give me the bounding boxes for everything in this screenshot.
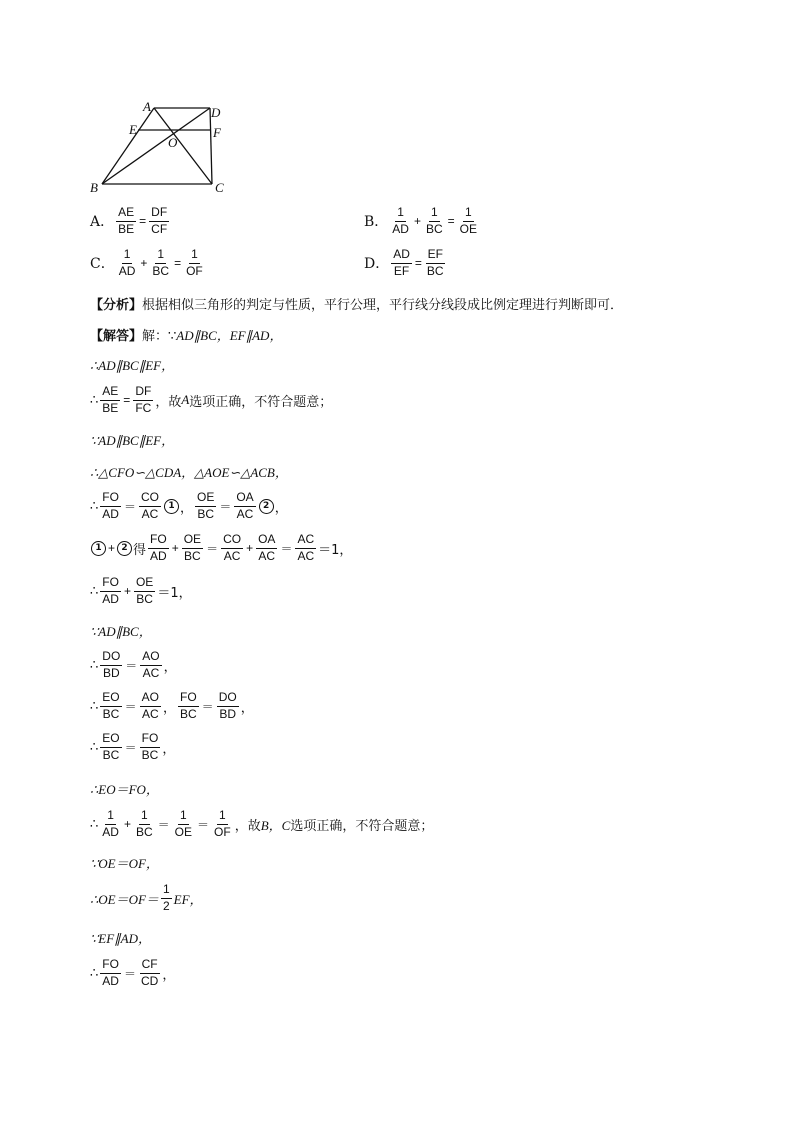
- solution-line-3: ∴ $\frac{AE}{BE}$ = $\frac{DF}{FC}$ ，故 A 选项正确，不符合题意；: [90, 383, 333, 415]
- solution-line-16: ∴OE＝OF＝ $\frac{1}{2}$ EF，: [90, 881, 203, 913]
- solution-line-18: ∴ $\frac{FO}{AD}$ ＝ $\frac{CF}{CD}$ ，: [90, 956, 176, 988]
- fraction: $\frac{FO}{AD}$: [102, 574, 119, 606]
- solution-line-5: ∴△CFO∽△CDA，△AOE∽△ACB，: [90, 464, 288, 480]
- option-c-label: C．: [90, 256, 115, 272]
- solution-line-13: ∴EO＝FO，: [90, 781, 159, 797]
- point-label-D: D: [211, 105, 221, 120]
- solution-line-6: ∴ $\frac{FO}{AD}$ ＝ $\frac{CO}{AC}$ 1 ， $\frac{OE}{BC}$ ＝ $\frac{OA}{AC}$ 2 ，: [90, 489, 288, 521]
- fraction: $\frac{DF}{CF}$: [151, 204, 168, 236]
- option-b: B． $\frac{1}{AD}$ + $\frac{1}{BC}$ = $\frac{1}{OE}$: [364, 204, 478, 236]
- fraction: $\frac{DF}{FC}$: [135, 383, 152, 415]
- fraction: $\frac{FO}{AD}$: [102, 489, 119, 521]
- fraction: $\frac{AE}{BE}$: [102, 383, 119, 415]
- solution-line-12: ∴ $\frac{EO}{BC}$ ＝ $\frac{FO}{BC}$ ，: [90, 730, 176, 762]
- fraction: $\frac{OE}{BC}$: [196, 489, 215, 521]
- fraction: $\frac{OE}{BC}$: [135, 574, 154, 606]
- solution-line-7: 1 + 2 得 $\frac{FO}{AD}$ + $\frac{OE}{BC}$ ＝ $\frac{CO}{AC}$ + $\frac{OA}{AC}$ ＝ $\frac{AC}{AC}$ ＝1，: [90, 534, 352, 562]
- fraction: $\frac{AO}{AC}$: [142, 648, 160, 680]
- point-label-O: O: [168, 135, 178, 150]
- option-a: A． $\frac{AE}{BE}$ = $\frac{DF}{CF}$: [90, 204, 168, 236]
- option-c: C． $\frac{1}{AD}$ + $\frac{1}{BC}$ = $\frac{1}{OF}$: [90, 246, 203, 278]
- segment-AB: [102, 108, 154, 184]
- solution-line-14: ∴ $\frac{1}{AD}$ + $\frac{1}{BC}$ ＝ $\frac{1}{OE}$ ＝ $\frac{1}{OF}$ ，故 B，C 选项正确，不符合题意；: [90, 807, 434, 839]
- fraction: $\frac{OE}{BC}$: [183, 531, 202, 563]
- option-a-label: A．: [90, 214, 115, 230]
- solution-line-1: 【解答】 解：∵ AD∥BC，EF∥AD，: [90, 320, 282, 348]
- geometry-figure: [88, 96, 238, 198]
- solution-line-15: ∵OE＝OF，: [90, 855, 159, 871]
- fraction: $\frac{1}{AD}$: [102, 807, 119, 839]
- fraction: $\frac{DO}{BD}$: [218, 689, 237, 721]
- fraction: $\frac{AC}{AC}$: [297, 531, 315, 563]
- fraction: $\frac{1}{BC}$: [135, 807, 153, 839]
- option-b-label: B．: [364, 214, 389, 230]
- fraction: $\frac{CO}{AC}$: [140, 489, 159, 521]
- fraction: $\frac{1}{AD}$: [392, 204, 409, 236]
- solution-line-4: ∵AD∥BC∥EF，: [90, 432, 175, 448]
- fraction: $\frac{OA}{AC}$: [258, 531, 276, 563]
- solution-line-10: ∴ $\frac{DO}{BD}$ ＝ $\frac{AO}{AC}$ ，: [90, 648, 177, 680]
- fraction: $\frac{1}{OF}$: [214, 807, 231, 839]
- fraction: $\frac{1}{AD}$: [118, 246, 136, 278]
- fraction: $\frac{1}{OE}$: [174, 807, 192, 839]
- solution-tag: 【解答】: [90, 328, 143, 344]
- point-label-C: C: [215, 180, 224, 195]
- circled-number-1: 1: [91, 541, 106, 556]
- fraction: $\frac{FO}{AD}$: [150, 531, 167, 563]
- solution-line-8: ∴ $\frac{FO}{AD}$ + $\frac{OE}{BC}$ ＝1，: [90, 574, 192, 606]
- fraction: $\frac{AD}{EF}$: [393, 246, 410, 278]
- solution-line-2: ∴AD∥BC∥EF，: [90, 357, 175, 373]
- solution-line-9: ∵AD∥BC，: [90, 623, 152, 639]
- point-label-B: B: [90, 180, 98, 195]
- solution-line-17: ∵EF∥AD，: [90, 930, 151, 946]
- fraction: $\frac{1}{OE}$: [459, 204, 478, 236]
- fraction: $\frac{CF}{CD}$: [140, 956, 159, 988]
- fraction: $\frac{AO}{AC}$: [141, 689, 159, 721]
- circled-number-2: 2: [259, 499, 274, 514]
- fraction: $\frac{CO}{AC}$: [223, 531, 242, 563]
- point-label-F: F: [213, 125, 221, 140]
- analysis-text: 根据相似三角形的判定与性质，平行公理，平行线分线段成比例定理进行判断即可．: [142, 297, 624, 313]
- option-d-label: D．: [364, 256, 390, 272]
- fraction: $\frac{OA}{AC}$: [236, 489, 254, 521]
- fraction: $\frac{DO}{BD}$: [102, 648, 121, 680]
- fraction: $\frac{FO}{BC}$: [141, 730, 159, 762]
- fraction: $\frac{1}{2}$: [162, 881, 170, 913]
- fraction: $\frac{1}{BC}$: [152, 246, 170, 278]
- fraction: $\frac{1}{OF}$: [186, 246, 203, 278]
- analysis-line: [90, 289, 623, 317]
- circled-number-1: 1: [164, 499, 179, 514]
- circled-number-2: 2: [117, 541, 132, 556]
- solution-line-11: ∴ $\frac{EO}{BC}$ ＝ $\frac{AO}{AC}$ ， $\frac{FO}{BC}$ ＝ $\frac{DO}{BD}$ ，: [90, 689, 254, 721]
- segment-AC: [154, 108, 212, 184]
- fraction: $\frac{FO}{BC}$: [180, 689, 197, 721]
- point-label-A: A: [143, 99, 151, 114]
- fraction: $\frac{1}{BC}$: [425, 204, 443, 236]
- segment-BD: [102, 108, 210, 184]
- fraction: $\frac{AE}{BE}$: [118, 204, 135, 236]
- fraction: $\frac{FO}{AD}$: [102, 956, 119, 988]
- fraction: $\frac{EO}{BC}$: [102, 730, 120, 762]
- fraction: $\frac{EF}{BC}$: [426, 246, 444, 278]
- option-d: D． $\frac{AD}{EF}$ = $\frac{EF}{BC}$: [364, 246, 444, 278]
- analysis-tag: 【分析】: [90, 297, 143, 313]
- point-label-E: E: [129, 122, 137, 137]
- fraction: $\frac{EO}{BC}$: [102, 689, 120, 721]
